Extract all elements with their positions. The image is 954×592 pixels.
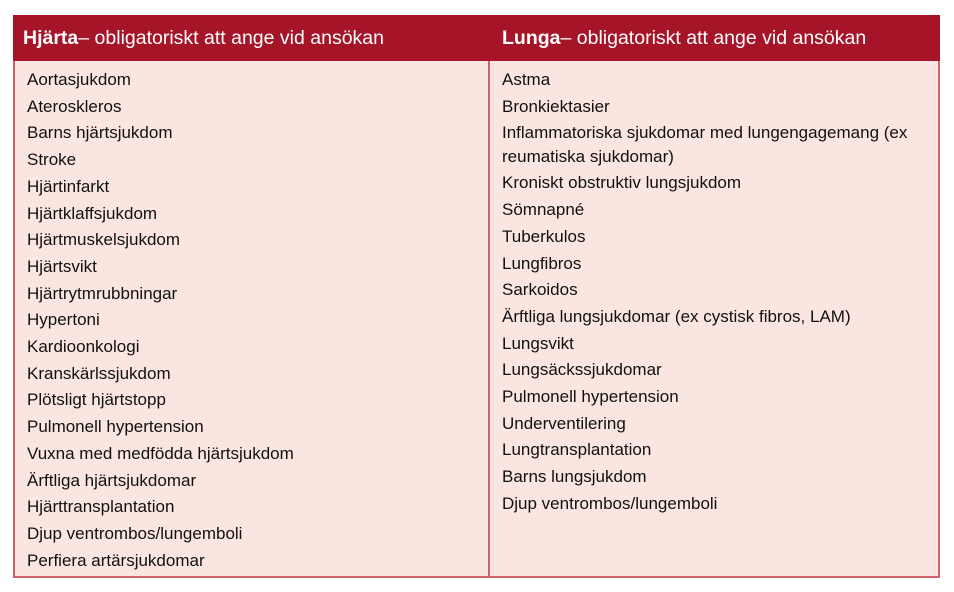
list-item: Vuxna med medfödda hjärtsjukdom [27, 443, 294, 463]
list-item: Hjärtmuskelsjukdom [27, 230, 181, 250]
list-item: Pulmonell hypertension [27, 417, 204, 437]
lunga-list [490, 61, 938, 518]
list-item: Lungsvikt [502, 333, 574, 353]
lunga-column [490, 15, 940, 578]
hjarta-list [15, 61, 488, 574]
list-item: Perfiera artärsjukdomar [27, 550, 205, 570]
list-item: Astma [502, 70, 551, 89]
list-item: Djup ventrombos/lungemboli [502, 493, 718, 513]
list-item: Lungfibros [502, 253, 582, 273]
hjarta-column [13, 15, 490, 578]
lunga-subtitle: – obligatoriskt att ange vid ansökan [560, 26, 867, 49]
list-item: Pulmonell hypertension [502, 387, 679, 407]
hjarta-title: Hjärta [23, 26, 79, 49]
list-item: Aortasjukdom [27, 70, 131, 89]
list-item: Hjärtklaffsjukdom [27, 203, 158, 223]
list-item: Underventilering [502, 413, 626, 433]
list-item: Kroniskt obstruktiv lungsjukdom [502, 173, 742, 193]
hjarta-header [13, 15, 490, 61]
list-item: Djup ventrombos/lungemboli [27, 523, 243, 543]
list-item: Bronkiektasier [502, 96, 610, 116]
hjarta-subtitle: – obligatoriskt att ange vid ansökan [78, 26, 384, 49]
list-item: Barns hjärtsjukdom [27, 123, 173, 143]
list-item: Sarkoidos [502, 280, 578, 300]
list-item: Hjärttransplantation [27, 497, 175, 517]
list-item: Kranskärlssjukdom [27, 363, 171, 383]
list-item: Barns lungsjukdom [502, 467, 647, 487]
list-item: Lungtransplantation [502, 440, 652, 460]
diagnosis-table [13, 15, 940, 578]
list-item: Tuberkulos [502, 226, 586, 246]
list-item: Hjärtinfarkt [27, 176, 110, 196]
lunga-title: Lunga [502, 26, 561, 49]
list-item: Hjärtrytmrubbningar [27, 283, 178, 303]
list-item: Ateroskleros [27, 96, 122, 116]
lunga-header [490, 15, 940, 61]
list-item: Hjärtsvikt [27, 256, 97, 276]
list-item: Kardioonkologi [27, 337, 140, 357]
list-item: Hypertoni [27, 310, 100, 330]
list-item: Lungsäckssjukdomar [502, 360, 662, 380]
list-item: Inflammatoriska sjukdomar med lungengagemang (ex reumatiska sjukdomar) [502, 123, 908, 166]
list-item: Plötsligt hjärtstopp [27, 390, 166, 410]
list-item: Sömnapné [502, 200, 585, 220]
list-item: Ärftliga hjärtsjukdomar [27, 470, 197, 490]
list-item: Stroke [27, 150, 77, 170]
list-item: Ärftliga lungsjukdomar (ex cystisk fibros, LAM) [502, 306, 851, 326]
